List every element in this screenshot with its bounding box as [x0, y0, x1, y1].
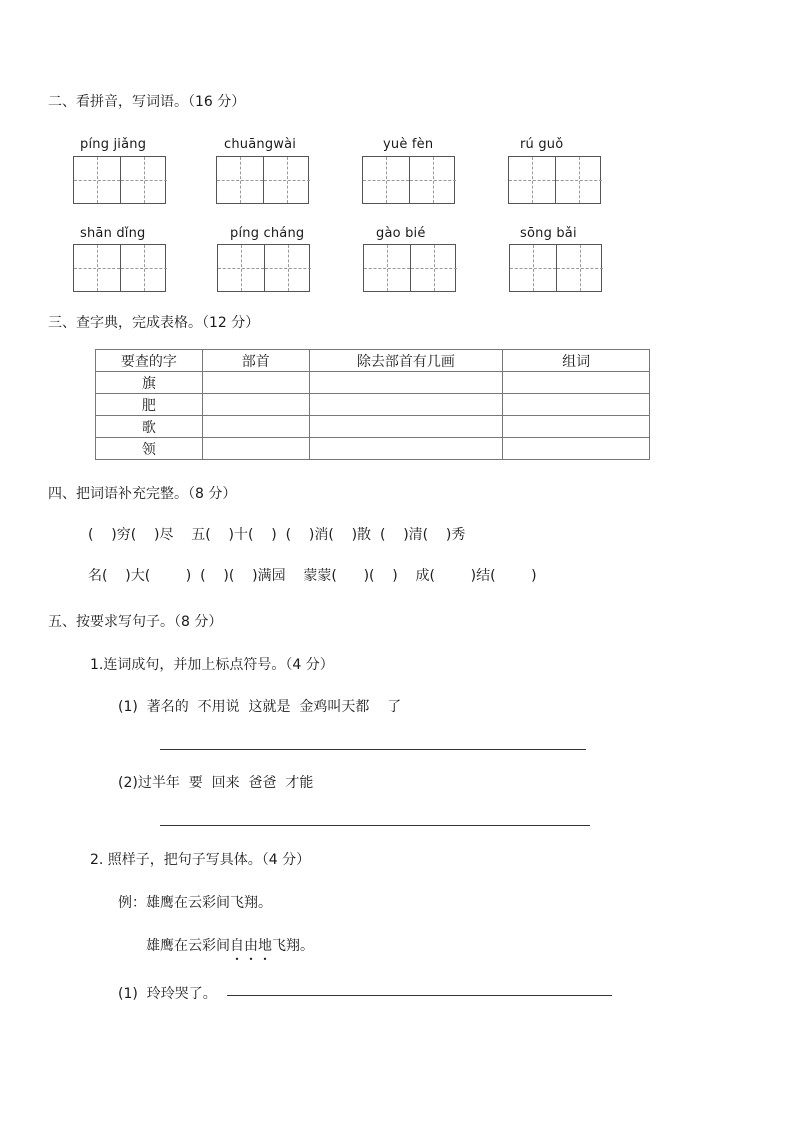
emphasis-char: 由: [244, 938, 258, 954]
pinyin-label: rú guǒ: [520, 137, 564, 152]
table-row: [96, 438, 650, 460]
pinyin-label: chuāngwài: [224, 137, 297, 152]
pinyin-label: sōng bǎi: [520, 226, 577, 241]
example-label: 例：雄鹰在云彩间飞翔。: [118, 895, 272, 911]
question-1-title: 1.连词成句，并加上标点符号。（4 分）: [90, 657, 334, 673]
answer-line[interactable]: [160, 749, 586, 750]
answer-cell[interactable]: [309, 438, 503, 460]
question-2-item-1: (1) 玲玲哭了。: [118, 986, 217, 1002]
question-2-title: 2. 照样子，把句子写具体。（4 分）: [90, 852, 311, 868]
column-header: 部首: [202, 350, 309, 372]
section2-heading: 二、看拼音，写词语。（16 分）: [48, 94, 246, 110]
lookup-char: 肥: [96, 394, 203, 416]
fill-in-line-1[interactable]: ( )穷( )尽 五( )十( ) ( )消( )散 ( )清( )秀: [88, 527, 466, 543]
char-grid-writing-box[interactable]: [216, 156, 309, 204]
answer-line[interactable]: [160, 825, 590, 826]
table-row: [96, 416, 650, 438]
pinyin-label: shān dǐng: [80, 226, 146, 241]
answer-cell[interactable]: [202, 438, 309, 460]
answer-cell[interactable]: [503, 438, 650, 460]
char-grid-writing-box[interactable]: [508, 156, 601, 204]
pinyin-label: yuè fèn: [383, 137, 434, 152]
column-header: 除去部首有几画: [309, 350, 503, 372]
column-header: 组词: [503, 350, 650, 372]
section5-heading: 五、按要求写句子。（8 分）: [48, 614, 223, 630]
emphasis-char: 自: [230, 938, 244, 954]
lookup-char: 歌: [96, 416, 203, 438]
example-sentence: [146, 935, 314, 955]
section3-heading: 三、查字典，完成表格。（12 分）: [48, 315, 260, 331]
char-grid-writing-box[interactable]: [217, 244, 310, 292]
question-1-item-2: (2)过半年 要 回来 爸爸 才能: [118, 775, 314, 791]
char-grid-writing-box[interactable]: [509, 244, 602, 292]
example-post: 飞翔。: [272, 938, 314, 954]
dictionary-table: [95, 349, 650, 460]
char-grid-writing-box[interactable]: [73, 244, 166, 292]
fill-in-line-2[interactable]: 名( )大( ) ( )( )满园 蒙蒙( )( ) 成( )结( ): [88, 568, 537, 584]
pinyin-label: píng cháng: [230, 226, 305, 241]
emphasis-char: 地: [258, 938, 272, 954]
answer-cell[interactable]: [202, 394, 309, 416]
table-row: [96, 372, 650, 394]
answer-cell[interactable]: [309, 372, 503, 394]
pinyin-label: píng jiǎng: [80, 137, 147, 152]
char-grid-writing-box[interactable]: [73, 156, 166, 204]
lookup-char: 领: [96, 438, 203, 460]
lookup-char: 旗: [96, 372, 203, 394]
table-header-row: [96, 350, 650, 372]
column-header: 要查的字: [96, 350, 203, 372]
char-grid-writing-box[interactable]: [363, 244, 456, 292]
char-grid-writing-box[interactable]: [362, 156, 455, 204]
answer-cell[interactable]: [503, 372, 650, 394]
table-row: [96, 394, 650, 416]
answer-cell[interactable]: [309, 394, 503, 416]
example-pre: 雄鹰在云彩间: [146, 938, 230, 954]
answer-line[interactable]: [227, 995, 612, 996]
section4-heading: 四、把词语补充完整。（8 分）: [48, 486, 237, 502]
pinyin-label: gào bié: [376, 226, 426, 241]
answer-cell[interactable]: [202, 416, 309, 438]
answer-cell[interactable]: [503, 416, 650, 438]
answer-cell[interactable]: [503, 394, 650, 416]
answer-cell[interactable]: [309, 416, 503, 438]
answer-cell[interactable]: [202, 372, 309, 394]
question-1-item-1: (1) 著名的 不用说 这就是 金鸡叫天都 了: [118, 699, 402, 715]
